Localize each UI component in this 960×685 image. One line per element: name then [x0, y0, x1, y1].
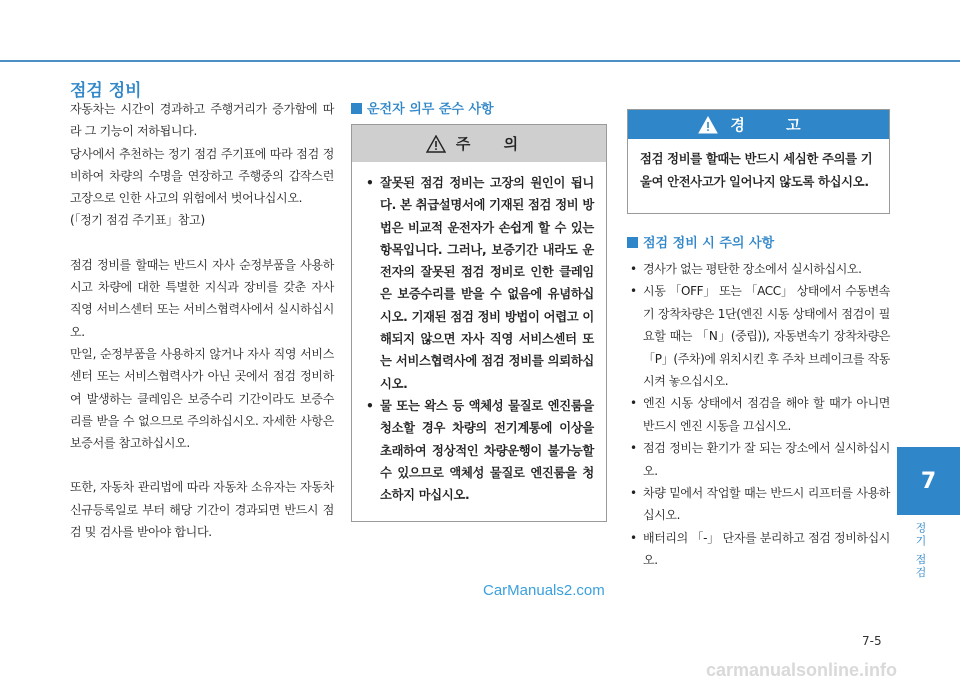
intro-paragraph: 점검 정비를 할때는 반드시 자사 순정부품을 사용하시고 차량에 대한 특별한 지식과 장비를 갖춘 자사 직영 서비스센터 또는 서비스협력사에서 실시하십시오. — [70, 257, 334, 339]
tip-item: • 시동 「OFF」 또는 「ACC」 상태에서 수동변속기 장착차량은 1단(엔진 시동 상태에서 점검이 필요할 때는 「N」(중립)), 자동변속기 장착차량은 「P」(주차)에 위치시킨 후 주차 브레이크를 작동시켜 놓으십시오. — [627, 280, 890, 392]
compliance-heading-text: 운전자 의무 준수 사항 — [367, 102, 494, 117]
warning-triangle-icon — [426, 135, 446, 153]
chapter-label: 정기 점검 — [914, 522, 927, 580]
compliance-section — [351, 100, 609, 120]
maintenance-tips — [627, 234, 890, 572]
tip-item: • 엔진 시동 상태에서 점검을 해야 할 때가 아니면 반드시 엔진 시동을 끄십시오. — [627, 392, 890, 437]
square-bullet-icon — [627, 237, 638, 248]
warning-box — [627, 109, 890, 214]
caution-box — [351, 124, 607, 522]
intro-column — [70, 98, 334, 543]
intro-paragraph: (「정기 점검 주기표」참고) — [70, 213, 205, 228]
intro-paragraph: 또한, 자동차 관리법에 따라 자동차 소유자는 자동차 신규등록일로 부터 해당 기간이 경과되면 반드시 점검 및 검사를 받아야 합니다. — [70, 480, 334, 540]
intro-paragraph: 만일, 순정부품을 사용하지 않거나 자사 직영 서비스센터 또는 서비스협력사가 아닌 곳에서 점검 정비하여 발생하는 클레임은 보증수리 기간이라도 보증수리를 받을 수 없으므로 주의하십시오. 자세한 사항은 보증서를 참고하십시오. — [70, 346, 334, 451]
compliance-heading — [351, 100, 609, 120]
tip-item: • 차량 밑에서 작업할 때는 반드시 리프터를 사용하십시오. — [627, 482, 890, 527]
caution-label: 주 의 — [455, 135, 533, 153]
tips-heading — [627, 234, 890, 254]
section-title: 점검 정비 — [70, 81, 142, 101]
warning-label: 경 고 — [730, 116, 819, 134]
tip-item: • 점검 정비는 환기가 잘 되는 장소에서 실시하십시오. — [627, 437, 890, 482]
watermark-top: CarManuals2.com — [483, 582, 605, 599]
top-rule — [0, 60, 960, 62]
chapter-tab: 7 — [897, 447, 960, 515]
tip-item: • 경사가 없는 평탄한 장소에서 실시하십시오. — [627, 258, 890, 280]
square-bullet-icon — [351, 103, 362, 114]
warning-header — [628, 110, 889, 139]
warning-triangle-icon — [698, 116, 718, 134]
warning-text: 점검 정비를 할때는 반드시 세심한 주의를 기울여 안전사고가 일어나지 않도록 하십시오. — [640, 152, 873, 189]
tips-list — [627, 258, 890, 572]
caution-header — [352, 125, 606, 162]
tips-heading-text: 점검 정비 시 주의 사항 — [643, 236, 775, 251]
caution-item: • 잘못된 점검 정비는 고장의 원인이 됩니다. 본 취급설명서에 기재된 점검 정비 방법은 비교적 운전자가 손쉽게 할 수 있는 항목입니다. 그러나, 보증기간 내라도 운전자의 잘못된 점검 정비로 인한 클레임은 보증수리를 받을 수 없음에 유념하십시오. 기재된 점검 정비 방법이 어렵고 이해되지 않으면 자사 직영 서비스센터 또는 서비스협력사에 점검 정비를 의뢰하십시오. — [364, 172, 594, 395]
caution-item: • 물 또는 왁스 등 액체성 물질로 엔진룸을 청소할 경우 차량의 전기계통에 이상을 초래하여 정상적인 차량운행이 불가능할 수 있으므로 액체성 물질로 엔진룸을 청소하지 마십시오. — [364, 395, 594, 506]
tip-item: • 배터리의 「-」 단자를 분리하고 점검 정비하십시오. — [627, 527, 890, 572]
intro-paragraph: 당사에서 추천하는 정기 점검 주기표에 따라 점검 정비하여 차량의 수명을 연장하고 주행중의 갑작스런 고장으로 인한 사고의 위험에서 벗어나십시오. — [70, 146, 334, 206]
intro-paragraph: 자동차는 시간이 경과하고 주행거리가 증가함에 따라 그 기능이 저하됩니다. — [70, 102, 334, 139]
page-number: 7-5 — [862, 634, 882, 648]
watermark-bottom: carmanualsonline.info — [706, 660, 898, 680]
caution-list — [352, 162, 606, 506]
